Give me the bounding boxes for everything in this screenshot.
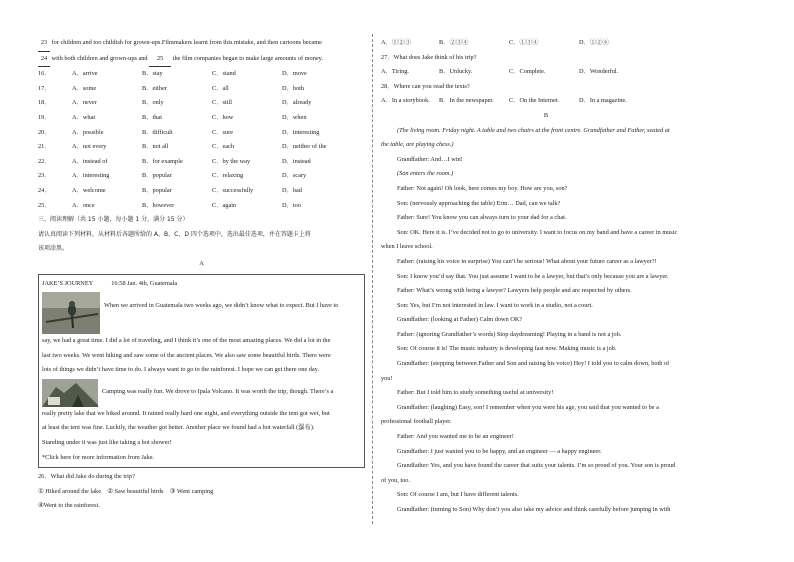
journey-text-line: Standing under it was just like taking a hot shower! <box>42 439 172 447</box>
dialogue-line: Father: Not again! Oh look, here comes my boy. How are you, son? <box>397 184 568 192</box>
journey-text-line: really pretty lake that we hiked around. It rained really hard one night, and everything outside the tent got wet, but <box>42 409 330 417</box>
cloze-line-23: 23 for children and too childish for grown-ups.Filmmakers learnt from this mistake, and then cartoons became <box>38 36 365 52</box>
journey-text-line: last two weeks. We went hiking and saw some of the ancient places. We also saw some beautiful birds. There were <box>42 351 331 359</box>
dialogue-line: Son: Yes, but I’m not interested in law. I want to work in a studio, not a court. <box>397 301 593 309</box>
q26-item-3: ③ Went camping <box>169 487 214 495</box>
dialogue-line: Son: OK. Here it is. I’ve decided not to go to university. I want to focus on my band and have a career in music <box>397 228 678 236</box>
option-c: C．how <box>212 113 234 121</box>
right-column <box>381 36 711 518</box>
journey-text-line: at least the tent was fine. Luckily, the weather got better. Another place we found had a hot waterfall (瀑布). <box>42 424 315 432</box>
option-b: B．that <box>142 113 162 121</box>
dialogue-line: Grandfather: (laughing) Easy, son! I remember when you were his age, you said that you wanted to be a <box>397 403 659 411</box>
bird-photo <box>42 292 100 334</box>
dialogue-line: Son: (nervously approaching the table) Erm… Dad, can we talk? <box>397 199 561 207</box>
question-number: 20． <box>38 128 51 136</box>
option-b: B．popular <box>142 172 172 180</box>
cloze-question-row <box>38 126 365 141</box>
question-number: 16． <box>38 70 51 78</box>
journey-text-line: say, we had a great time. I did a lot of traveling, and I think it’s one of the most amazing places. We did a lot in the <box>42 337 331 345</box>
answer-option: B．Unlucky. <box>439 68 473 76</box>
q26-item-1: ① Hiked around the lake <box>38 487 101 495</box>
play-setting: (The living room. Friday night. A table and two chairs at the front centre. Grandfather and Father, seated at <box>397 126 670 134</box>
passage-b-label: B <box>543 111 549 119</box>
option-d: D．move <box>282 70 307 78</box>
option-c: C．each <box>212 143 235 151</box>
journey-header <box>42 277 361 292</box>
option-a: A．once <box>72 201 95 209</box>
dialogue-line: Son: Of course it is! The music industry is developing fast now. Making music is a job. <box>397 345 617 353</box>
dialogue-line: Grandfather: (turning to Son) Why don’t you also take my advice and think carefully before jumping in with <box>397 506 671 513</box>
option-b: B．difficult <box>142 128 173 136</box>
section-3-heading: 三、阅读理解（共 15 小题，每小题 1 分，满分 15 分） <box>38 216 189 224</box>
q26-stem: 26．What did Jake do during the trip? <box>38 473 135 481</box>
option-a: A．possible <box>72 128 104 136</box>
dialogue-line: Father: And you wanted me to be an engineer! <box>397 433 514 441</box>
cloze-question-row <box>38 140 365 155</box>
option-a: A．instead of <box>72 157 108 165</box>
dialogue-line: Father: But I told him to study something useful at university! <box>397 389 554 397</box>
option-d: D．interesting <box>282 128 320 136</box>
journey-paragraph-2: Camping was really fun. We drove to Ipala Volcano. It was worth the trip, though. There’s a <box>42 378 361 407</box>
question-number: 22． <box>38 157 51 165</box>
option-c: C．stand <box>212 70 236 78</box>
option-a: A．never <box>72 99 97 107</box>
option-c: C．sure <box>212 128 233 136</box>
dialogue-line: Father: (ignoring Grandfather’s words) Stop daydreaming! Playing in a band is not a job. <box>397 330 622 338</box>
option-d: D．both <box>282 84 305 92</box>
journey-meta: 16:58 Jan. 4th, Guatemala <box>111 279 178 287</box>
option-c: C．all <box>212 84 229 92</box>
left-column <box>38 36 365 514</box>
cloze-line-24: 24 with both children and grown-ups and 25 the film companies began to make large amounts of money. <box>38 52 365 68</box>
volcano-camping-photo <box>42 379 98 407</box>
option-c: C．by the way <box>212 157 251 165</box>
q26-item-2: ② Saw beautiful birds <box>107 487 164 495</box>
journey-paragraph-1: When we arrived in Guatemala two weeks ago, we didn’t know what to expect. But I have to <box>42 291 361 334</box>
option-b: B．for example <box>142 157 183 165</box>
option-b: B．stay <box>142 70 163 78</box>
option-b: B．not all <box>142 143 169 151</box>
journey-title: JAKE’S JOURNEY <box>42 279 94 287</box>
answer-option: B．In the newspaper. <box>439 97 494 105</box>
dialogue-line: Grandfather: I just wanted you to be happy, and an engineer — a happy engineer. <box>397 447 602 455</box>
option-a: A．some <box>72 84 97 92</box>
option-b: B．however <box>142 201 175 209</box>
dialogue-line: professional football player. <box>381 418 452 426</box>
cloze-question-row <box>38 82 365 97</box>
option-a: A．what <box>72 113 96 121</box>
option-b: B．either <box>142 84 167 92</box>
option-c: C．again <box>212 201 237 209</box>
answer-option: A．Tiring. <box>381 68 409 76</box>
option-c: C．still <box>212 99 232 107</box>
option-b: B．popular <box>142 186 172 194</box>
question-number: 23． <box>38 172 51 180</box>
dialogue-line: Father: Sure! You know you can always turn to your dad for a chat. <box>397 214 567 222</box>
journey-text-line: lots of things we didn’t have time to do. I always want to go to the rainforest. I hope we can get there one day. <box>42 366 319 374</box>
answer-option: D．①②④ <box>579 39 609 46</box>
cloze-question-row <box>38 169 365 184</box>
option-d: D．neither of the <box>282 143 327 151</box>
section-3-instruction: 请认真阅读下列材料，从材料后各题所给的 A、B、C、D 四个选项中，选出最佳选项，并在答题卡上将 <box>38 230 311 238</box>
question-number: 19． <box>38 113 51 121</box>
q26-items <box>38 485 365 500</box>
answer-option: D．Wonderful. <box>579 68 619 76</box>
cloze-questions <box>38 67 365 213</box>
answer-option: C．①③④ <box>509 39 539 46</box>
option-d: D．bad <box>282 186 302 194</box>
option-d: D．scary <box>282 172 307 180</box>
passage-a-label: A <box>199 259 204 267</box>
question-number: 17． <box>38 84 51 92</box>
q27-options <box>381 65 711 80</box>
q26-options <box>381 36 711 51</box>
option-c: C．successfully <box>212 186 254 194</box>
question-number: 18． <box>38 99 51 107</box>
option-b: B．only <box>142 99 164 107</box>
dialogue-line: Grandfather: (looking at Father) Calm down OK? <box>397 316 523 324</box>
question-number: 25． <box>38 201 51 209</box>
cloze-question-row <box>38 67 365 82</box>
q27-stem: 27．What does Jake think of his trip? <box>381 53 477 61</box>
answer-option: C．On the Internet. <box>509 97 560 105</box>
answer-option: B．②③④ <box>439 39 469 46</box>
column-divider <box>372 34 373 524</box>
option-a: A．arrive <box>72 70 98 78</box>
dialogue-line: (Son enters the room.) <box>397 170 454 178</box>
play-dialogue <box>381 153 711 518</box>
journey-p2-lines <box>42 407 361 451</box>
option-a: A．not every <box>72 143 107 151</box>
journey-blog-box <box>38 274 365 469</box>
dialogue-line: Father: (raising his voice in surprise) You can’t be serious! What about your future career as a lawyer?! <box>397 257 657 265</box>
dialogue-line: Son: I know you’d say that. You just assume I want to be a lawyer, but that’s only because you are a lawyer. <box>397 272 669 280</box>
option-a: A．welcome <box>72 186 106 194</box>
option-c: C．relaxing <box>212 172 244 180</box>
dialogue-line: Son: Of course I am, but I have different talents. <box>397 491 519 499</box>
cloze-question-row <box>38 199 365 214</box>
option-d: D．instead <box>282 157 311 165</box>
option-d: D．already <box>282 99 312 107</box>
dialogue-line: Grandfather: Yes, and you have found the career that suits your talents. I’m so proud of you. Your son is proud <box>397 462 676 470</box>
dialogue-line: Grandfather: And…I win! <box>397 155 463 163</box>
cloze-question-row <box>38 96 365 111</box>
question-number: 24． <box>38 186 51 194</box>
option-d: D．too <box>282 201 301 209</box>
answer-option: A．In a storybook. <box>381 97 430 105</box>
q28-stem: 28．Where can you read the texts? <box>381 82 470 90</box>
section-3-instruction-cont: 该项涂黑。 <box>38 245 69 253</box>
answer-option: A．①②③ <box>381 39 411 46</box>
option-d: D．when <box>282 113 307 121</box>
dialogue-line: you! <box>381 374 393 382</box>
dialogue-line: of you, too. <box>381 476 411 484</box>
answer-option: D．In a magazine. <box>579 97 627 105</box>
option-a: A．interesting <box>72 172 110 180</box>
dialogue-line: Father: What’s wrong with being a lawyer? Lawyers help people and are respected by others. <box>397 287 632 295</box>
q28-options <box>381 94 711 109</box>
play-setting-cont: the table, are playing chess.) <box>381 141 454 149</box>
cloze-question-row <box>38 111 365 126</box>
journey-p1-lines <box>42 334 361 378</box>
journey-click-note[interactable]: *Click here for more information from Jake. <box>42 453 155 461</box>
dialogue-line: Grandfather: (stepping between Father and Son and raising his voice) Hey! I told you to calm down, both of <box>397 360 670 368</box>
q26-item-4: ④Went to the rainforest. <box>38 502 100 510</box>
question-number: 21． <box>38 143 51 151</box>
dialogue-line: when I leave school. <box>381 243 433 251</box>
cloze-question-row <box>38 155 365 170</box>
answer-option: C．Complete. <box>509 68 546 76</box>
cloze-question-row <box>38 184 365 199</box>
